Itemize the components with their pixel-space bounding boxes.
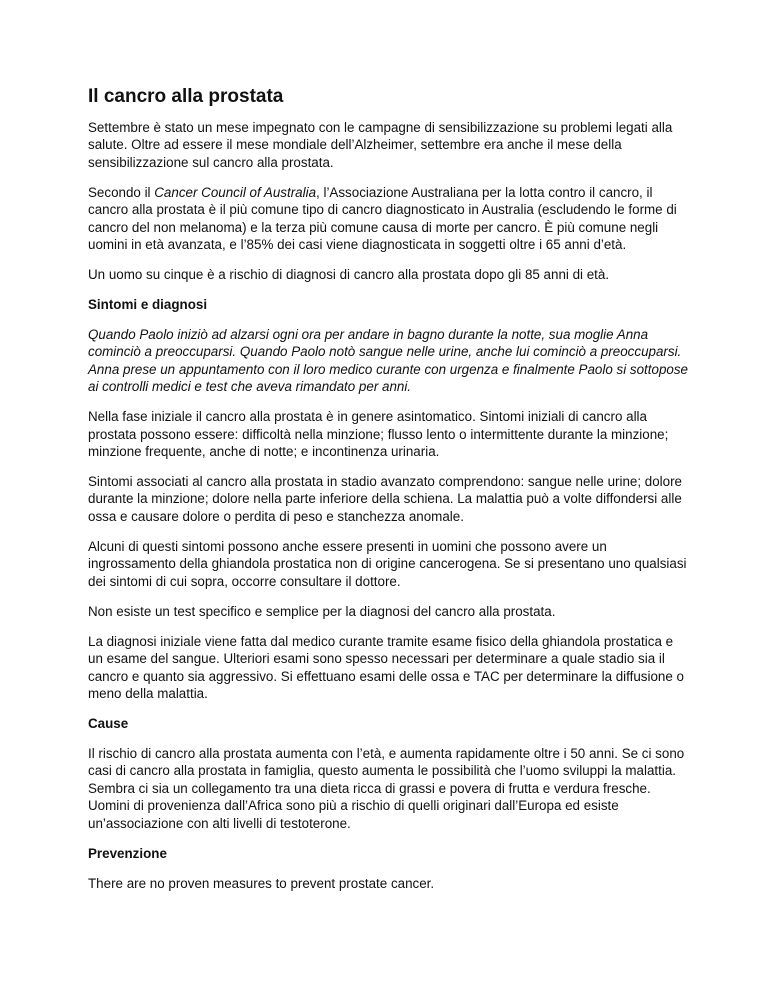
symptoms-paragraph-3: Alcuni di questi sintomi possono anche essere presenti in uomini che possono avere un ingrossamento della ghiandola prostatica non di origine cancerogena. Se si presentano uno qualsiasi dei sintomi di cui sopra, occorre consultare il dottore.	[88, 538, 687, 589]
story-paragraph: Quando Paolo iniziò ad alzarsi ogni ora per andare in bagno durante la notte, sua moglie Anna cominciò a preoccuparsi. Quando Paolo notò sangue nelle urine, anche lui cominciò a preoccuparsi. Anna prese un appuntamento con il loro medico curante con urgenza e finalmente Paolo si sottopose ai controlli medici e test che aveva rimandato per anni.	[88, 327, 688, 395]
document-page	[88, 84, 688, 905]
council-post-text: , l’Associazione Australiana per la lotta contro il cancro, il cancro alla prostata è il più comune tipo di cancro diagnosticato in Australia (escludendo le forme di cancro del non melanoma) e la terza più comune causa di morte per cancro. È più comune negli uomini in età avanzata, e l’85% dei casi viene diagnosticata in soggetti oltre i 65 anni d’età.	[88, 184, 677, 253]
council-pre-text: Secondo il	[88, 184, 155, 200]
symptoms-paragraph-4: Non esiste un test specifico e semplice per la diagnosi del cancro alla prostata.	[88, 603, 556, 619]
council-paragraph	[88, 184, 688, 254]
page-title: Il cancro alla prostata	[88, 86, 284, 107]
symptoms-paragraph-1: Nella fase iniziale il cancro alla prostata è in genere asintomatico. Sintomi iniziali di cancro alla prostata possono essere: difficoltà nella minzione; flusso lento o intermittente durante la minzione; minzione frequente, anche di notte; e incontinenza urinaria.	[88, 409, 669, 460]
prevention-paragraph: There are no proven measures to prevent prostate cancer.	[88, 875, 435, 891]
council-name: Cancer Council of Australia	[154, 184, 317, 200]
causes-paragraph: Il rischio di cancro alla prostata aumenta con l’età, e aumenta rapidamente oltre i 50 anni. Se ci sono casi di cancro alla prostata in famiglia, questo aumenta le possibilità che l’uomo sviluppi la malattia. Sembra ci sia un collegamento tra una dieta ricca di grassi e povera di frutta e verdura fresche. Uomini di provenienza dall’Africa sono più a rischio di quelli originari dall’Europa ed esiste un’associazione con alti livelli di testoterone.	[88, 745, 685, 831]
causes-heading: Cause	[88, 715, 129, 731]
intro-paragraph: Settembre è stato un mese impegnato con le campagne di sensibilizzazione su problemi legati alla salute. Oltre ad essere il mese mondiale dell’Alzheimer, settembre era anche il mese della sensibilizzazione sul cancro alla prostata.	[88, 120, 673, 170]
risk-paragraph: Un uomo su cinque è a rischio di diagnosi di cancro alla prostata dopo gli 85 anni di età.	[88, 267, 610, 283]
prevention-heading: Prevenzione	[88, 845, 167, 861]
symptoms-paragraph-2: Sintomi associati al cancro alla prostata in stadio avanzato comprendono: sangue nelle urine; dolore durante la minzione; dolore nella parte inferiore della schiena. La malattia può a volte diffondersi alle ossa e causare dolore o perdita di peso e stanchezza anomale.	[88, 474, 683, 524]
symptoms-heading: Sintomi e diagnosi	[88, 297, 208, 313]
symptoms-paragraph-5: La diagnosi iniziale viene fatta dal medico curante tramite esame fisico della ghiandola prostatica e un esame del sangue. Ulteriori esami sono spesso necessari per determinare a quale stadio sia il cancro e quanto sia aggressivo. Si effettuano esami delle ossa e TAC per determinare la diffusione o meno della malattia.	[88, 633, 684, 701]
